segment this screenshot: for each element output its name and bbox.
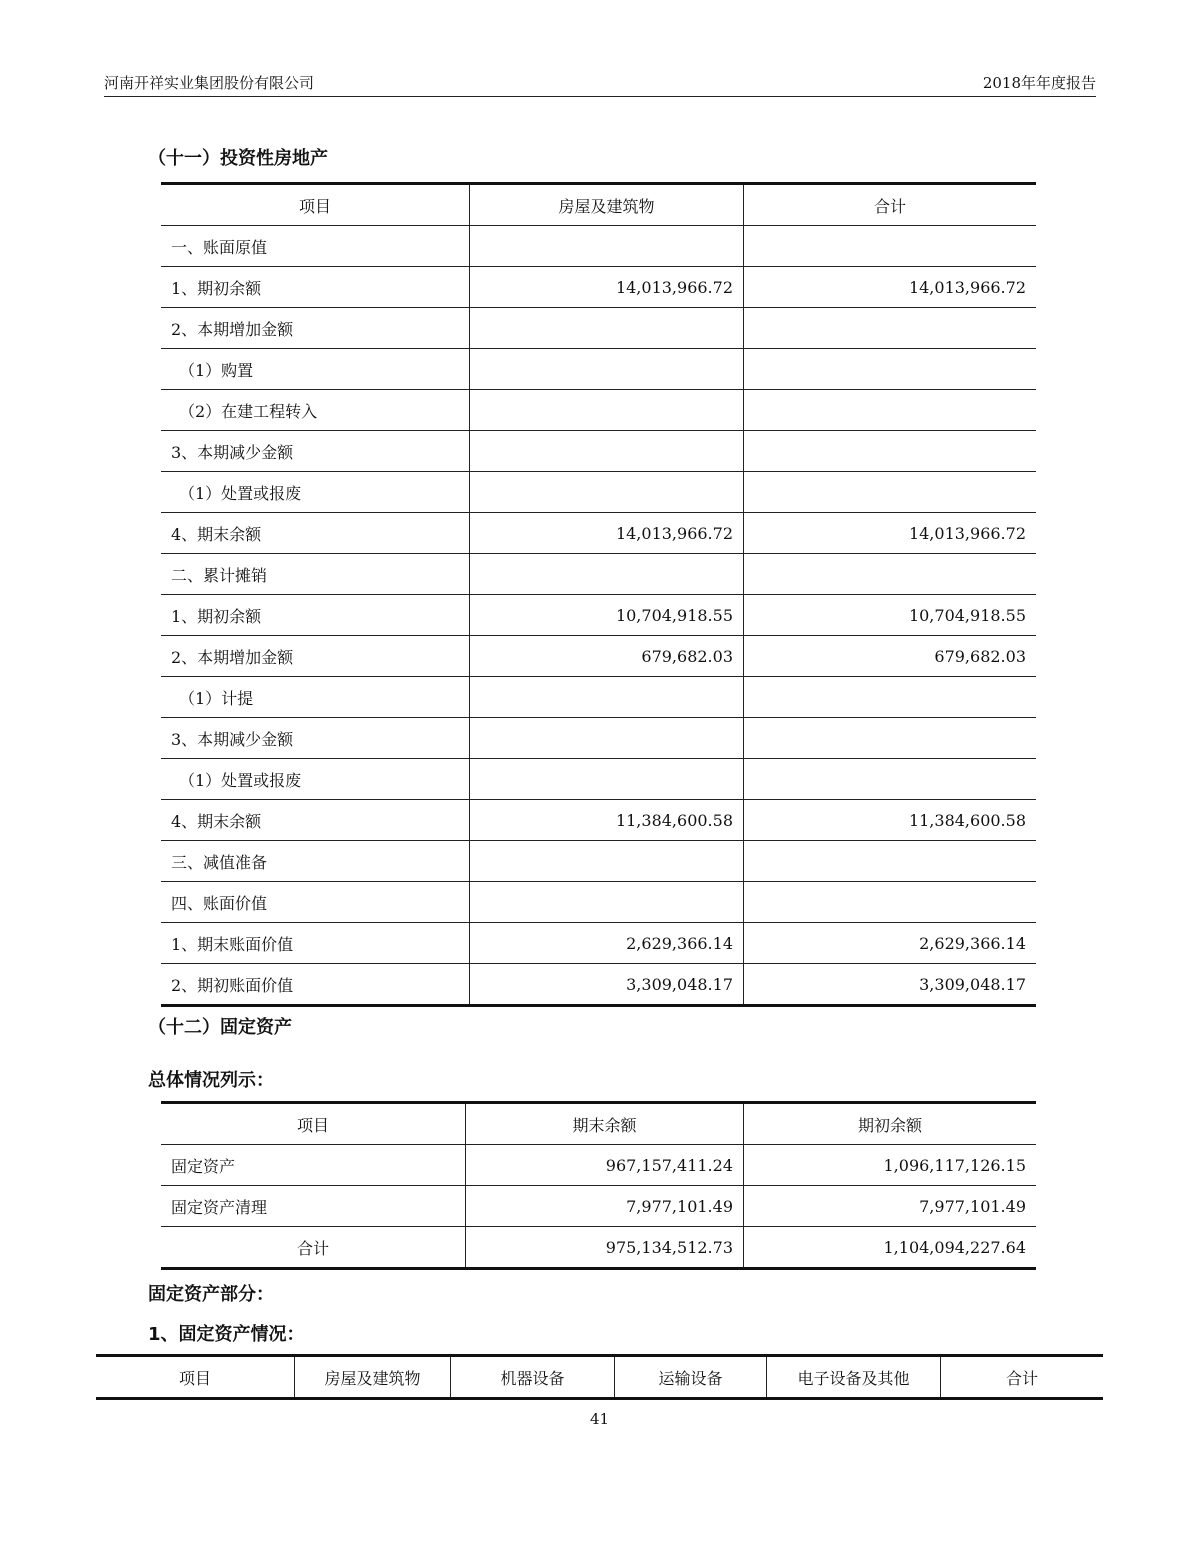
row-label: 固定资产清理 xyxy=(161,1186,466,1227)
cell-value xyxy=(470,431,744,472)
row-label: 一、账面原值 xyxy=(161,226,470,267)
row-label: 二、累计摊销 xyxy=(161,554,470,595)
table-row xyxy=(161,513,1036,554)
cell-value xyxy=(470,677,744,718)
cell-value xyxy=(744,677,1037,718)
table-row xyxy=(161,1145,1036,1186)
column-header: 项目 xyxy=(161,184,470,226)
fixed-assets-part-title: 固定资产部分： xyxy=(148,1284,274,1305)
table-row xyxy=(161,349,1036,390)
cell-value: 14,013,966.72 xyxy=(744,267,1037,308)
cell-value: 679,682.03 xyxy=(470,636,744,677)
cell-value xyxy=(744,308,1037,349)
cell-value xyxy=(470,759,744,800)
row-label: 4、期末余额 xyxy=(161,800,470,841)
table-row xyxy=(161,595,1036,636)
table-row xyxy=(161,964,1036,1006)
table-row xyxy=(161,718,1036,759)
cell-value: 14,013,966.72 xyxy=(744,513,1037,554)
row-label: 2、期初账面价值 xyxy=(161,964,470,1006)
table-row xyxy=(161,841,1036,882)
cell-value: 975,134,512.73 xyxy=(466,1227,744,1269)
cell-value: 11,384,600.58 xyxy=(744,800,1037,841)
cell-value: 11,384,600.58 xyxy=(470,800,744,841)
fixed-assets-subtitle: 1、固定资产情况： xyxy=(148,1324,305,1345)
cell-value xyxy=(744,759,1037,800)
row-label: 四、账面价值 xyxy=(161,882,470,923)
cell-value: 1,096,117,126.15 xyxy=(744,1145,1037,1186)
cell-value xyxy=(470,226,744,267)
table-row xyxy=(161,472,1036,513)
row-label: 合计 xyxy=(161,1227,466,1269)
table-row xyxy=(161,759,1036,800)
investment-property-table xyxy=(161,182,1036,1007)
table-row xyxy=(161,636,1036,677)
cell-value xyxy=(744,882,1037,923)
table-row xyxy=(161,390,1036,431)
section-12-title: （十二）固定资产 xyxy=(148,1017,292,1038)
table-row xyxy=(161,800,1036,841)
fixed-assets-summary-table xyxy=(161,1101,1036,1270)
row-label: （1）计提 xyxy=(161,677,470,718)
cell-value xyxy=(470,718,744,759)
cell-value xyxy=(744,226,1037,267)
cell-value: 679,682.03 xyxy=(744,636,1037,677)
column-header: 合计 xyxy=(744,184,1037,226)
cell-value: 3,309,048.17 xyxy=(744,964,1037,1006)
cell-value xyxy=(744,718,1037,759)
cell-value xyxy=(470,349,744,390)
column-header: 运输设备 xyxy=(615,1356,767,1399)
cell-value: 1,104,094,227.64 xyxy=(744,1227,1037,1269)
cell-value xyxy=(744,349,1037,390)
cell-value: 14,013,966.72 xyxy=(470,513,744,554)
row-label: 3、本期减少金额 xyxy=(161,718,470,759)
cell-value: 7,977,101.49 xyxy=(466,1186,744,1227)
cell-value: 7,977,101.49 xyxy=(744,1186,1037,1227)
cell-value: 2,629,366.14 xyxy=(744,923,1037,964)
column-header: 合计 xyxy=(941,1356,1104,1399)
table-row xyxy=(161,677,1036,718)
column-header: 期末余额 xyxy=(466,1103,744,1145)
cell-value xyxy=(744,472,1037,513)
cell-value xyxy=(470,472,744,513)
table-row xyxy=(161,882,1036,923)
column-header: 房屋及建筑物 xyxy=(470,184,744,226)
row-label: 2、本期增加金额 xyxy=(161,636,470,677)
row-label: 固定资产 xyxy=(161,1145,466,1186)
table-header-row xyxy=(96,1356,1103,1399)
cell-value xyxy=(470,554,744,595)
fixed-assets-detail-table xyxy=(96,1354,1103,1400)
table-header-row xyxy=(161,1103,1036,1145)
row-label: （2）在建工程转入 xyxy=(161,390,470,431)
cell-value: 967,157,411.24 xyxy=(466,1145,744,1186)
row-label: 1、期初余额 xyxy=(161,595,470,636)
report-title: 2018年年度报告 xyxy=(982,74,1096,92)
cell-value xyxy=(744,841,1037,882)
cell-value: 10,704,918.55 xyxy=(470,595,744,636)
table-row xyxy=(161,1227,1036,1269)
page-header xyxy=(104,70,1096,97)
cell-value xyxy=(470,308,744,349)
table-row xyxy=(161,308,1036,349)
row-label: 1、期初余额 xyxy=(161,267,470,308)
row-label: 2、本期增加金额 xyxy=(161,308,470,349)
table-row xyxy=(161,431,1036,472)
table-row xyxy=(161,923,1036,964)
row-label: 1、期末账面价值 xyxy=(161,923,470,964)
cell-value: 14,013,966.72 xyxy=(470,267,744,308)
cell-value: 10,704,918.55 xyxy=(744,595,1037,636)
cell-value xyxy=(470,390,744,431)
table-row xyxy=(161,226,1036,267)
row-label: 3、本期减少金额 xyxy=(161,431,470,472)
company-name: 河南开祥实业集团股份有限公司 xyxy=(104,74,315,92)
cell-value xyxy=(470,882,744,923)
table-row xyxy=(161,1186,1036,1227)
column-header: 机器设备 xyxy=(451,1356,615,1399)
row-label: （1）处置或报废 xyxy=(161,759,470,800)
cell-value: 2,629,366.14 xyxy=(470,923,744,964)
column-header: 期初余额 xyxy=(744,1103,1037,1145)
cell-value xyxy=(744,431,1037,472)
table-row xyxy=(161,267,1036,308)
row-label: （1）购置 xyxy=(161,349,470,390)
row-label: 三、减值准备 xyxy=(161,841,470,882)
cell-value xyxy=(744,390,1037,431)
section-11-title: （十一）投资性房地产 xyxy=(148,148,328,169)
table-header-row xyxy=(161,184,1036,226)
row-label: （1）处置或报废 xyxy=(161,472,470,513)
cell-value: 3,309,048.17 xyxy=(470,964,744,1006)
page-number: 41 xyxy=(589,1410,610,1428)
cell-value xyxy=(744,554,1037,595)
column-header: 电子设备及其他 xyxy=(767,1356,941,1399)
summary-title: 总体情况列示： xyxy=(148,1070,274,1091)
row-label: 4、期末余额 xyxy=(161,513,470,554)
column-header: 项目 xyxy=(96,1356,295,1399)
column-header: 房屋及建筑物 xyxy=(295,1356,451,1399)
column-header: 项目 xyxy=(161,1103,466,1145)
cell-value xyxy=(470,841,744,882)
table-row xyxy=(161,554,1036,595)
